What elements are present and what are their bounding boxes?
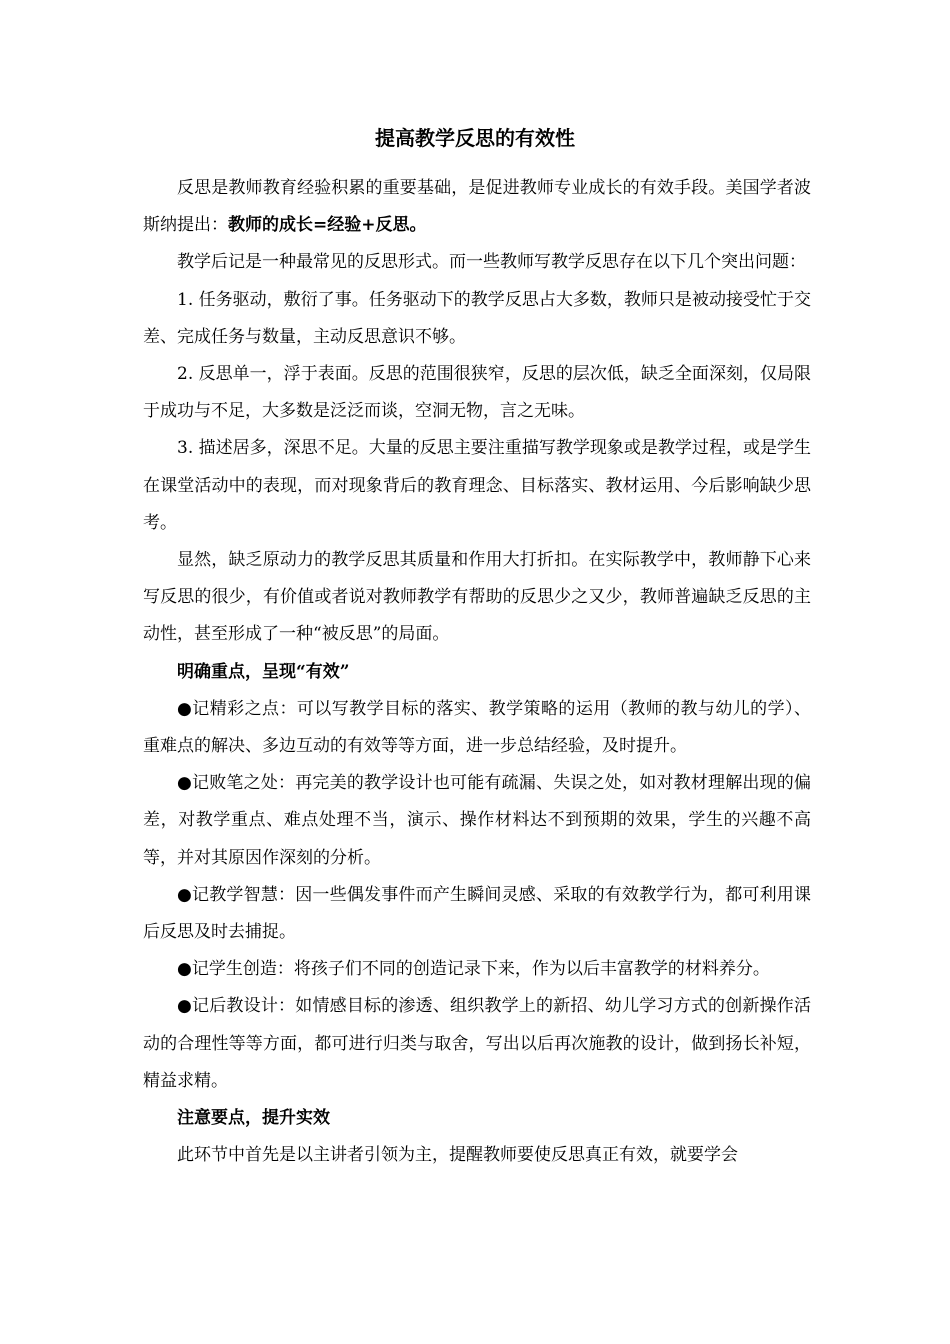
intro-paragraph	[143, 170, 811, 244]
problem-item-1: 1. 任务驱动，敷衍了事。任务驱动下的教学反思占大多数，教师只是被动接受忙于交差、完成任务与数量，主动反思意识不够。	[143, 289, 811, 347]
paragraph: 显然，缺乏原动力的教学反思其质量和作用大打折扣。在实际教学中，教师静下心来写反思的很少，有价值或者说对教师教学有帮助的反思少之又少，教师普遍缺乏反思的主动性，甚至形成了一种“被反思”的局面。	[143, 550, 811, 645]
section-heading-2: 注意要点，提升实效	[177, 1108, 330, 1129]
bullet-item: ●记后教设计：如情感目标的渗透、组织教学上的新招、幼儿学习方式的创新操作活动的合理性等等方面，都可进行归类与取舍，写出以后再次施教的设计，做到扬长补短，精益求精。	[143, 996, 811, 1091]
bullet-item: ●记精彩之点：可以写教学目标的落实、教学策略的运用（教师的教与幼儿的学）、重难点的解决、多边互动的有效等等方面，进一步总结经验，及时提升。	[143, 698, 811, 757]
bullet-item: ●记败笔之处：再完美的教学设计也可能有疏漏、失误之处，如对教材理解出现的偏差，对教学重点、难点处理不当，演示、操作材料达不到预期的效果，学生的兴趣不高等，并对其原因作深刻的分析。	[143, 773, 811, 868]
problem-item-3: 3. 描述居多，深思不足。大量的反思主要注重描写教学现象或是教学过程，或是学生在课堂活动中的表现，而对现象背后的教育理念、目标落实、教材运用、今后影响缺少思考。	[143, 438, 811, 533]
intro-emphasis: 教师的成长=经验+反思。	[228, 215, 427, 236]
section-heading-1: 明确重点，呈现“有效”	[177, 661, 350, 682]
paragraph: 教学后记是一种最常见的反思形式。而一些教师写教学反思存在以下几个突出问题：	[177, 252, 806, 273]
document-title: 提高教学反思的有效性	[375, 126, 575, 150]
bullet-item: ●记教学智慧：因一些偶发事件而产生瞬间灵感、采取的有效教学行为，都可利用课后反思及时去捕捉。	[143, 884, 811, 943]
intro-text: 反思是教师教育经验积累的重要基础，是促进教师专业成长的有效手段。美国学者波斯纳提出：	[143, 178, 811, 236]
problem-item-2: 2. 反思单一，浮于表面。反思的范围很狭窄，反思的层次低，缺乏全面深刻，仅局限于成功与不足，大多数是泛泛而谈，空洞无物，言之无味。	[143, 364, 811, 422]
bullet-item: ●记学生创造：将孩子们不同的创造记录下来，作为以后丰富教学的材料养分。	[177, 959, 770, 980]
document-body	[143, 170, 811, 1174]
closing-paragraph: 此环节中首先是以主讲者引领为主，提醒教师要使反思真正有效，就要学会	[177, 1145, 738, 1166]
